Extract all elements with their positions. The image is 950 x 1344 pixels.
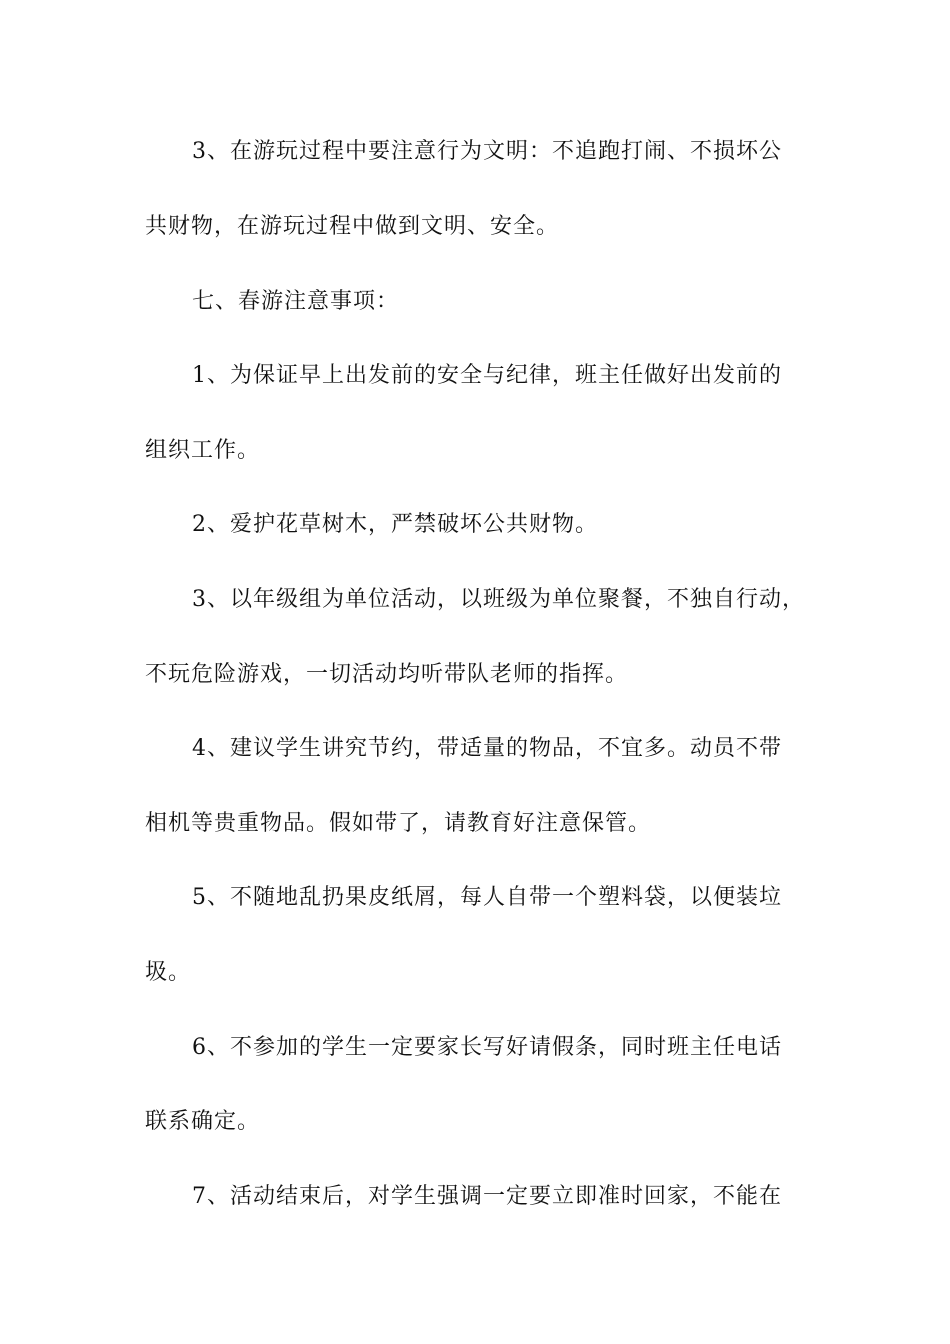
paragraph-line: 相机等贵重物品。假如带了，请教育好注意保管。 <box>145 811 652 836</box>
section-heading: 七、春游注意事项： <box>192 289 400 314</box>
paragraph-line: 2、爱护花草树木，严禁破坏公共财物。 <box>192 512 598 537</box>
paragraph-line: 组织工作。 <box>145 438 261 463</box>
paragraph-line: 7、活动结束后，对学生强调一定要立即准时回家，不能在 <box>192 1184 782 1209</box>
paragraph-line: 1、为保证早上出发前的安全与纪律，班主任做好出发前的 <box>192 363 782 388</box>
paragraph-line: 5、不随地乱扔果皮纸屑，每人自带一个塑料袋，以便装垃 <box>192 885 782 910</box>
paragraph-line: 6、不参加的学生一定要家长写好请假条，同时班主任电话 <box>192 1035 782 1060</box>
paragraph-line: 共财物，在游玩过程中做到文明、安全。 <box>145 214 560 239</box>
paragraph-line: 4、建议学生讲究节约，带适量的物品，不宜多。动员不带 <box>192 736 782 761</box>
paragraph-line: 圾。 <box>145 960 192 985</box>
paragraph-line: 不玩危险游戏，一切活动均听带队老师的指挥。 <box>145 662 629 687</box>
paragraph-line: 3、以年级组为单位活动，以班级为单位聚餐，不独自行动， <box>192 587 805 612</box>
paragraph-line: 联系确定。 <box>145 1109 261 1134</box>
paragraph-line: 3、在游玩过程中要注意行为文明：不追跑打闹、不损坏公 <box>192 139 782 164</box>
